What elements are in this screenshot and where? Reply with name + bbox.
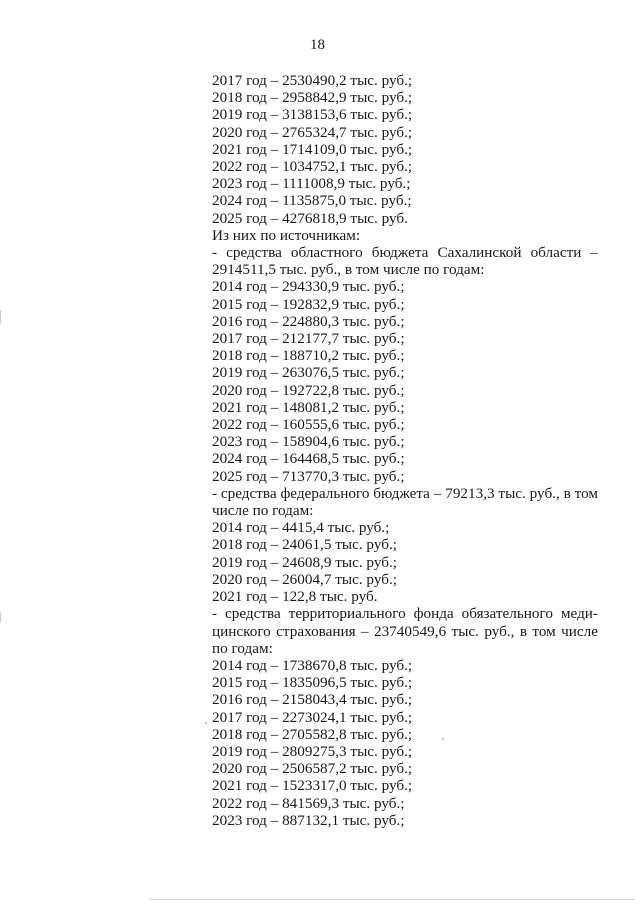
text-line: 2016 год – 2158043,4 тыс. руб.;	[212, 691, 413, 709]
text-line: 2024 год – 1135875,0 тыс. руб.;	[212, 192, 412, 210]
text-line: 2017 год – 212177,7 тыс. руб.;	[212, 330, 405, 348]
text-line: 2017 год – 2530490,2 тыс. руб.;	[212, 72, 413, 89]
text-line: 2014 год – 1738670,8 тыс. руб.;	[212, 656, 413, 674]
text-line: цинского страхования – 23740549,6 тыс. руб., в том числе	[212, 622, 598, 640]
text-line: 2020 год – 192722,8 тыс. руб.;	[212, 381, 405, 399]
text-line: - средства областного бюджета Сахалинской области –	[212, 244, 598, 262]
text-line: 2020 год – 26004,7 тыс. руб.;	[212, 570, 397, 588]
text-line: 2022 год – 160555,6 тыс. руб.;	[212, 416, 405, 434]
text-line: 2014 год – 294330,9 тыс. руб.;	[212, 278, 405, 296]
text-line: 2016 год – 224880,3 тыс. руб.;	[212, 312, 405, 330]
text-line: 2018 год – 2958842,9 тыс. руб.;	[212, 89, 413, 107]
scan-edge-mark	[0, 310, 1, 324]
text-line: 2023 год – 1111008,9 тыс. руб.;	[212, 175, 411, 193]
text-line: числе по годам:	[212, 502, 314, 520]
text-line: 2015 год – 192832,9 тыс. руб.;	[212, 295, 405, 313]
text-line: 2019 год – 24608,9 тыс. руб.;	[212, 553, 397, 571]
text-line: 2015 год – 1835096,5 тыс. руб.;	[212, 674, 413, 692]
scan-speck	[442, 738, 444, 740]
text-line: 2022 год – 1034752,1 тыс. руб.;	[212, 158, 413, 176]
text-line: 2021 год – 1714109,0 тыс. руб.;	[212, 140, 413, 158]
text-line: 2018 год – 188710,2 тыс. руб.;	[212, 347, 405, 365]
text-line: 2914511,5 тыс. руб., в том числе по годам:	[212, 261, 485, 279]
text-line: 2023 год – 158904,6 тыс. руб.;	[212, 433, 405, 451]
text-line: 2020 год – 2506587,2 тыс. руб.;	[212, 760, 413, 778]
text-line: - средства федерального бюджета – 79213,3 тыс. руб., в том	[212, 484, 598, 502]
text-line: 2025 год – 4276818,9 тыс. руб.	[212, 209, 408, 227]
text-line: Из них по источникам:	[212, 226, 361, 244]
text-line: 2019 год – 263076,5 тыс. руб.;	[212, 364, 405, 382]
text-line: 2019 год – 2809275,3 тыс. руб.;	[212, 742, 413, 760]
text-line: 2025 год – 713770,3 тыс. руб.;	[212, 467, 405, 485]
text-line: по годам:	[212, 639, 273, 657]
text-line: 2024 год – 164468,5 тыс. руб.;	[212, 450, 405, 468]
text-line: 2022 год – 841569,3 тыс. руб.;	[212, 794, 405, 812]
text-line: 2014 год – 4415,4 тыс. руб.;	[212, 519, 390, 537]
text-line: 2021 год – 122,8 тыс. руб.	[212, 588, 378, 606]
text-line: 2019 год – 3138153,6 тыс. руб.;	[212, 106, 413, 124]
scan-bottom-edge	[150, 899, 635, 900]
text-line: 2017 год – 2273024,1 тыс. руб.;	[212, 708, 413, 726]
text-line: 2018 год – 2705582,8 тыс. руб.;	[212, 725, 413, 743]
text-line: - средства территориального фонда обязательного меди-	[212, 605, 598, 623]
text-line: 2018 год – 24061,5 тыс. руб.;	[212, 536, 397, 554]
document-body	[212, 72, 598, 829]
scan-edge-mark	[0, 612, 1, 622]
text-line: 2021 год – 1523317,0 тыс. руб.;	[212, 777, 413, 795]
text-line: 2023 год – 887132,1 тыс. руб.;	[212, 811, 405, 829]
text-line: 2021 год – 148081,2 тыс. руб.;	[212, 398, 405, 416]
scan-speck	[205, 722, 207, 724]
page-number: 18	[310, 37, 325, 53]
text-line: 2020 год – 2765324,7 тыс. руб.;	[212, 123, 413, 141]
